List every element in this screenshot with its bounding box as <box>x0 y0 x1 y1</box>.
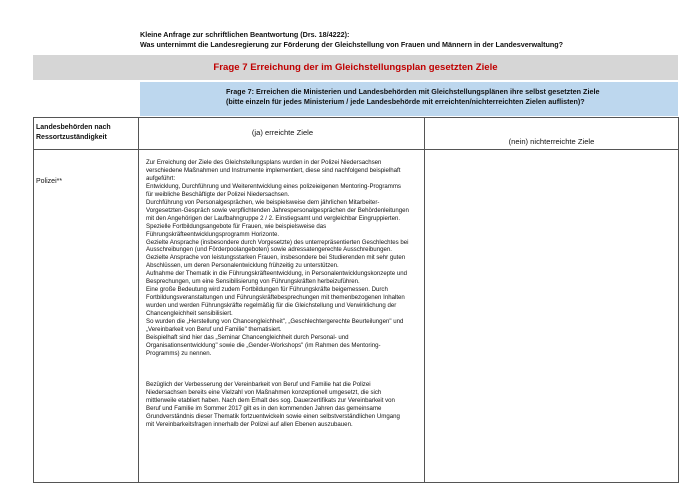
answer-text-line: Programms) zu nennen. <box>146 349 212 357</box>
header-row-divider <box>33 149 679 150</box>
achieved-goals-text <box>146 159 422 429</box>
answer-text-line: verschiedene Maßnahmen und Instrumente implementiert, diese sind nachfolgend beispielhaft <box>146 166 401 174</box>
answer-text-line: Vorgesetzten-Gespräch sowie verpflichtenden Jahrespersonalgesprächen der Behördenleitungen <box>146 206 409 214</box>
inquiry-reference: Kleine Anfrage zur schriftlichen Beantwortung (Drs. 18/4222): <box>140 30 350 39</box>
answer-text-line: mit Vereinbarkeitsfragen innerhalb der Polizei auf allen Ebenen auszubauen. <box>146 420 353 428</box>
answer-text-line: Spezielle Fortbildungsangebote für Frauen, wie beispielsweise das <box>146 222 327 230</box>
answer-text-line: Aufnahme der Thematik in die Führungskräfteentwicklung, in Personalentwicklungskonzepte und <box>146 270 408 278</box>
answer-text-line: Beispielhaft sind hier das „Seminar Chancengleichheit durch Personal- und <box>146 333 349 341</box>
answer-text-line: aufgeführt: <box>146 174 176 182</box>
answer-text-line: Gezielte Ansprache von leistungsstarken Frauen, insbesondere bei Studierenden mit sehr guten <box>146 254 406 262</box>
answer-text-line: Entwicklung, Durchführung und Weiterentwicklung eines polizeieigenen Mentoring-Programms <box>146 182 401 190</box>
answer-text-line: Besprechungen, um eine Sensibilisierung von Führungskräften herbeizuführen. <box>146 278 360 286</box>
paragraph-gap <box>146 358 422 381</box>
column-divider <box>138 117 139 483</box>
answer-text-line: Bezüglich der Verbesserung der Vereinbarkeit von Beruf und Familie hat die Polizei <box>146 380 371 388</box>
answer-text-line: Ausschreibungen (und Förderpoolangeboten) sowie adressatengerechte Ausschreibungen. <box>146 246 392 254</box>
answer-text-line: Organisationsentwicklung" sowie die „Gender-Workshops" (im Rahmen des Mentoring- <box>146 341 381 349</box>
column-header-authorities: Landesbehörden nach Ressortzuständigkeit <box>36 124 111 141</box>
answer-text-line: Niedersachsen bereits eine Vielzahl von Maßnahmen konzeptionell umgesetzt, die sich <box>146 388 382 396</box>
row-label-polizei: Polizei** <box>36 178 63 185</box>
column-header-not-achieved: (nein) nichterreichte Ziele <box>508 137 595 146</box>
inquiry-question: Was unternimmt die Landesregierung zur Förderung der Gleichstellung von Frauen und Männern in der Landesverwaltung? <box>140 40 564 49</box>
answer-text-line: Fortbildungsveranstaltungen und Führungskräftebesprechungen mit themenbezogenen Inhalten <box>146 294 405 302</box>
column-divider <box>424 117 425 483</box>
column-header-achieved: (ja) erreichte Ziele <box>251 128 314 137</box>
answer-text-line: für weibliche Beschäftigte der Polizei Niedersachsen. <box>146 190 290 198</box>
question-box <box>140 82 678 116</box>
question-line-2: (bitte einzeln für jedes Ministerium / jede Landesbehörde mit erreichten/nichterreichten Zielen auflisten)? <box>226 97 585 106</box>
answer-text-line: Durchführung von Personalgesprächen, wie beispielsweise dem jährlichen Mitarbeiter- <box>146 198 380 206</box>
question-line-1: Frage 7: Erreichen die Ministerien und Landesbehörden mit Gleichstellungsplänen ihre selbst gesetzten Ziele <box>226 87 600 96</box>
answer-text-line: Führungskräfteentwicklungsprogramm Horizonte. <box>146 230 280 238</box>
answer-text-line: So wurden die „Herstellung von Chancengleichheit", „Geschlechtergerechte Beurteilungen" und <box>146 318 404 326</box>
answer-text-line: Zur Erreichung der Ziele des Gleichstellungsplans wurden in der Polizei Niedersachsen <box>146 159 382 166</box>
answer-text-line: mittlerweile etabliert haben. Nach dem Erhalt des sog. Dauerzertifikats zur Vereinbarkeit von <box>146 396 395 404</box>
answer-text-line: wurden und werden Führungskräfte regelmäßig für die Gleichstellung und Verwirklichung der <box>146 302 397 310</box>
document-header <box>140 30 680 50</box>
answer-text-line: Abschlüssen, um deren Personalentwicklung frühzeitig zu unterstützen. <box>146 262 339 270</box>
answer-text-line: Gezielte Ansprache (insbesondere durch Vorgesetzte) des unterrepräsentierten Geschlechtes bei <box>146 238 409 246</box>
answer-text-line: Grundverständnis dieser Thematik fortzuentwickeln sowie einen selbstverständlichen Umgang <box>146 412 400 420</box>
answer-text-line: mit den Angehörigen der Laufbahngruppe 2 / 2. Einstiegsamt und vergleichbar Eingruppierten. <box>146 214 401 222</box>
answer-text-line: Eine große Bedeutung wird zudem Fortbildungen für Führungskräfte beigemessen. Durch <box>146 286 388 294</box>
answer-text-line: Beruf und Familie im Sommer 2017 gilt es in den kommenden Jahren das gemeinsame <box>146 404 382 412</box>
answer-text-line: Chancengleichheit sensibilisiert. <box>146 310 233 318</box>
answer-text-line: „Vereinbarkeit von Beruf und Familie" thematisiert. <box>146 326 282 334</box>
section-banner: Frage 7 Erreichung der im Gleichstellungsplan gesetzten Ziele <box>33 55 678 80</box>
